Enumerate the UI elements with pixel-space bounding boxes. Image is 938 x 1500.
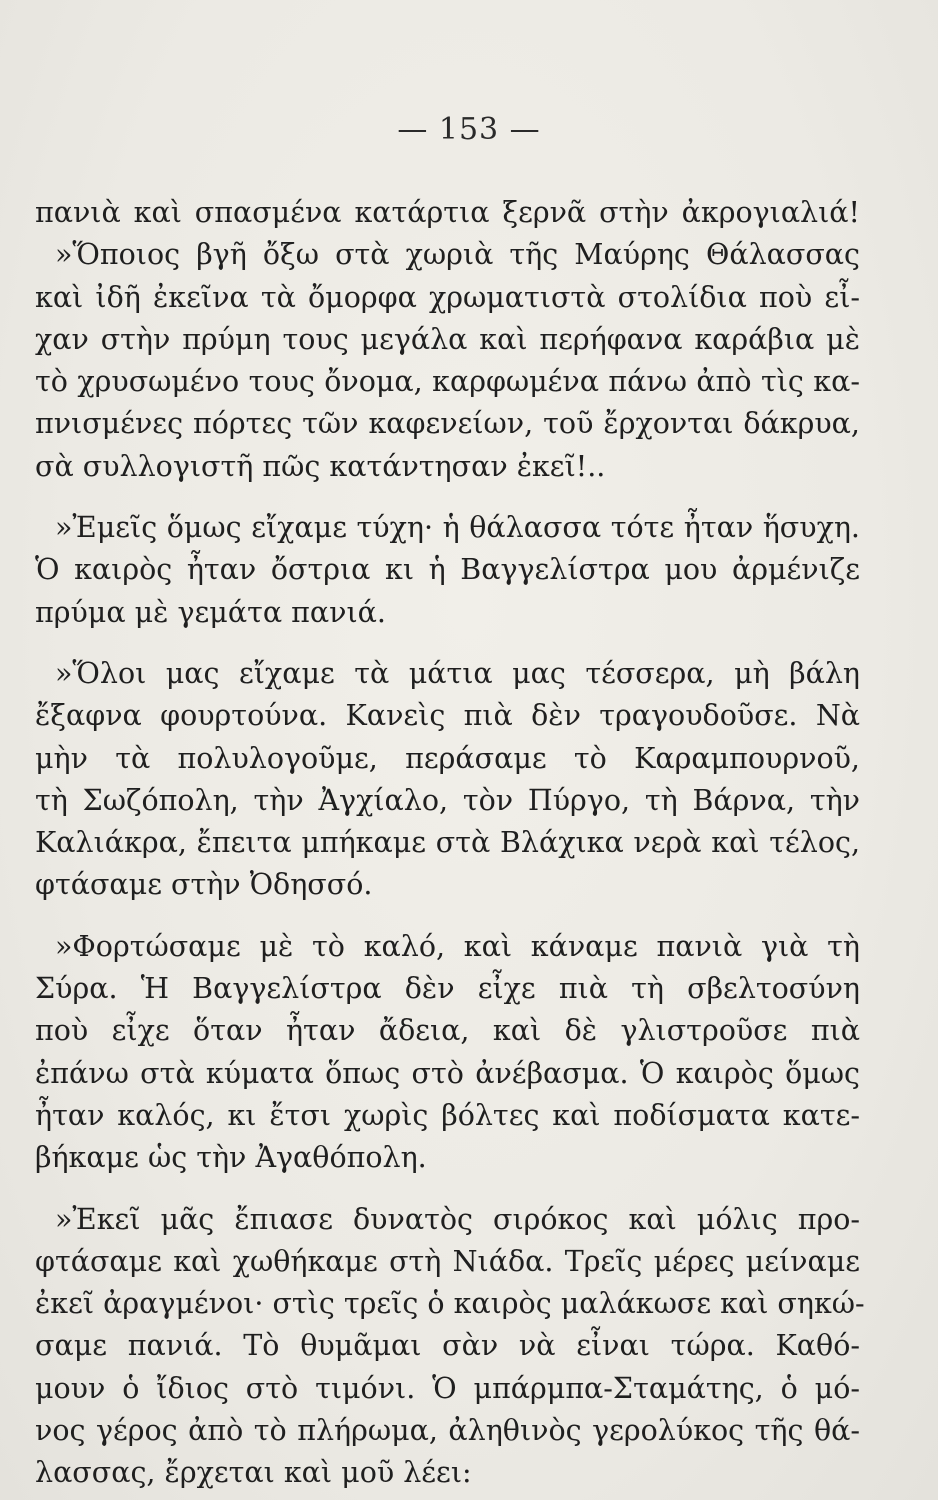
text-line: Ὁ καιρὸς ἦταν ὄστρια κι ἡ Βαγγελίστρα μου ἀρμένιζε	[35, 553, 860, 587]
text-line: λασσας, ἔρχεται καὶ μοῦ λέει:	[35, 1456, 472, 1490]
paragraph	[35, 653, 860, 907]
paragraph	[35, 1199, 865, 1495]
text-line: βήκαμε ὡς τὴν Ἀγαθόπολη.	[35, 1141, 427, 1175]
paragraph	[35, 507, 860, 634]
text-line: καὶ ἰδῆ ἐκεῖνα τὰ ὄμορφα χρωματιστὰ στολίδια ποὺ εἶ-	[35, 280, 860, 314]
text-line: φτάσαμε στὴν Ὀδησσό.	[35, 868, 373, 902]
page-number: — 153 —	[397, 112, 541, 147]
text-line: μουν ὁ ἴδιος στὸ τιμόνι. Ὁ μπάρμπα-Σταμάτης, ὁ μό-	[35, 1371, 860, 1405]
text-line: φτάσαμε καὶ χωθήκαμε στὴ Νιάδα. Τρεῖς μέρες μείναμε	[35, 1244, 860, 1278]
text-line: ἐπάνω στὰ κύματα ὅπως στὸ ἀνέβασμα. Ὁ καιρὸς ὅμως	[35, 1056, 860, 1090]
text-line: »Ἐμεῖς ὅμως εἴχαμε τύχη· ἡ θάλασσα τότε ἦταν ἥσυχη.	[55, 511, 860, 545]
text-line: ποὺ εἶχε ὅταν ἦταν ἄδεια, καὶ δὲ γλιστροῦσε πιὰ	[35, 1014, 860, 1048]
text-line: σὰ συλλογιστῆ πῶς κατάντησαν ἐκεῖ!..	[35, 449, 606, 483]
text-line: »Ἐκεῖ μᾶς ἔπιασε δυνατὸς σιρόκος καὶ μόλις προ-	[55, 1202, 860, 1236]
text-line: νος γέρος ἀπὸ τὸ πλήρωμα, ἀληθινὸς γερολύκος τῆς θά-	[35, 1414, 860, 1448]
paragraph	[35, 192, 860, 488]
text-line: μὴν τὰ πολυλογοῦμε, περάσαμε τὸ Καραμπουρνοῦ,	[35, 741, 860, 775]
text-line: »Ὅλοι μας εἴχαμε τὰ μάτια μας τέσσερα, μὴ βάλη	[55, 656, 860, 690]
text-line: πανιὰ καὶ σπασμένα κατάρτια ξερνᾶ στὴν ἀκρογιαλιά!	[35, 196, 860, 229]
text-line: χαν στὴν πρύμη τους μεγάλα καὶ περήφανα καράβια μὲ	[35, 322, 860, 356]
text-line: πνισμένες πόρτες τῶν καφενείων, τοῦ ἔρχονται δάκρυα,	[35, 407, 860, 441]
text-line: Καλιάκρα, ἔπειτα μπήκαμε στὰ Βλάχικα νερὰ καὶ τέλος,	[35, 826, 860, 860]
text-line: πρύμα μὲ γεμάτα πανιά.	[35, 595, 386, 629]
text-line: ἐκεῖ ἀραγμένοι· στὶς τρεῖς ὁ καιρὸς μαλάκωσε καὶ σηκώ-	[35, 1287, 865, 1321]
text-line: Σύρα. Ἡ Βαγγελίστρα δὲν εἶχε πιὰ τὴ σβελτοσύνη	[35, 972, 860, 1006]
text-line: σαμε πανιά. Τὸ θυμᾶμαι σὰν νὰ εἶναι τώρα. Καθό-	[35, 1329, 860, 1363]
text-line: ἔξαφνα φουρτούνα. Κανεὶς πιὰ δὲν τραγουδοῦσε. Νὰ	[35, 699, 860, 733]
body-text	[35, 192, 865, 1495]
text-line: τὸ χρυσωμένο τους ὄνομα, καρφωμένα πάνω ἀπὸ τὶς κα-	[35, 365, 860, 399]
text-line: »Ὅποιος βγῆ ὄξω στὰ χωριὰ τῆς Μαύρης Θάλασσας	[55, 238, 860, 272]
text-line: ἦταν καλός, κι ἔτσι χωρὶς βόλτες καὶ ποδίσματα κατε-	[35, 1098, 860, 1132]
text-line: »Φορτώσαμε μὲ τὸ καλό, καὶ κάναμε πανιὰ γιὰ τὴ	[55, 929, 860, 963]
paragraph	[35, 926, 860, 1180]
text-line: τὴ Σωζόπολη, τὴν Ἀγχίαλο, τὸν Πύργο, τὴ Βάρνα, τὴν	[35, 783, 860, 817]
